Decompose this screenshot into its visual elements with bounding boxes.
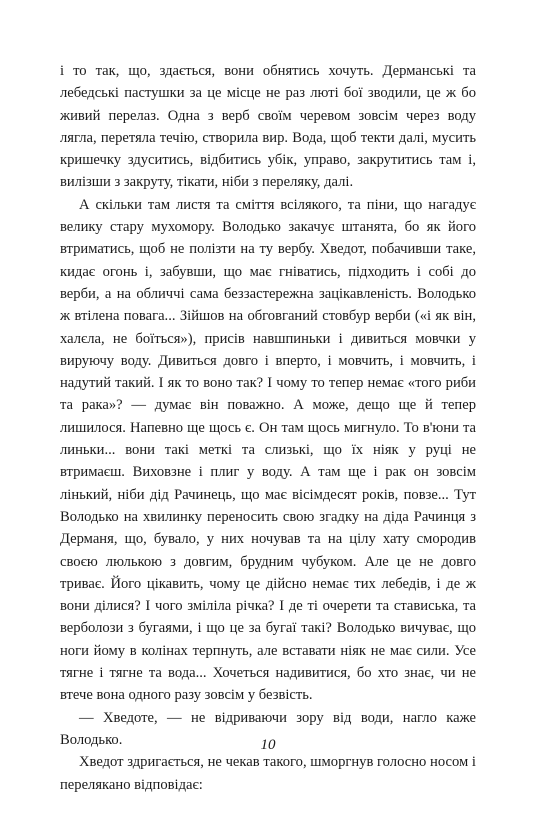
page-number: 10	[260, 737, 276, 753]
page-body	[60, 60, 476, 796]
paragraph-3: — Хведоте, — не відриваючи зору від води, нагло каже Володько.	[60, 709, 476, 748]
paragraph-2: А скільки там листя та сміття всілякого, та піни, що нагадує велику стару мухомору. Володько закачує штанята, бо як його втриматись, щоб не полізти на ту вербу. Хведот, побачивши таке, кидає огонь і, забувши, що має гніватись, підходить і собі до верби, а на обличчі сама беззастережна зацікавленість. Володько ж втілена повага... Зійшов на обговганий стовбур верби («і як він, халєла, не боїться»), присів навшпиньки і дивиться мовчки у вируючу воду. Дивиться довго і вперто, і мовчить, і мовчить, і надутий такий. І як то воно так? І чому то тепер немає «того риби та рака»? — думає він поважно. А може, дещо ще й тепер лишилося. Напевно ще щось є. Он там щось мигнуло. То в'юни та линьки... вони такі меткі та слизькі, що їх ніяк у руці не втримаєш. Виховзне і плиг у воду. А там ще і рак он зовсім лінький, ніби дід Рачинець, що має вісімдесят років, повзе... Тут Володько на хвилинку переносить свою згадку на діда Рачинця з Дерманя, що, бувало, у них ночував та на цілу хату смородив своєю люлькою з довгим, брудним чубуком. Але це не довго триває. Його цікавить, чому це дійсно немає тих лебедів, і де ж вони ділися? І чого зміліла річка? І де ті очерети та стависька, та верболози з бугаями, і що це за бугаї такі? Володько вичуває, що ноги йому в колінах терпнуть, але вставати ніяк не має сили. Усе тягне і тягне та вода... Хочеться надивитися, бо хто знає, чи не втече вона одного разу зовсім у безвість.	[60, 196, 476, 704]
paragraph-4: Хведот здригається, не чекав такого, шморгнув голосно носом і перелякано відповідає:	[60, 754, 476, 793]
paragraph-1: і то так, що, здається, вони обнятись хочуть. Дерманські та лебедські пастушки за це місце не раз люті бої зводили, це ж бо живий перелаз. Одна з верб своїм черевом зовсім через воду лягла, перетяла течію, створила вир. Вода, щоб текти далі, мусить кришечку здуситись, відбитись убік, управо, закрутитись там і, вилізши з закруту, тікати, ніби з переляку, далі.	[60, 63, 476, 191]
